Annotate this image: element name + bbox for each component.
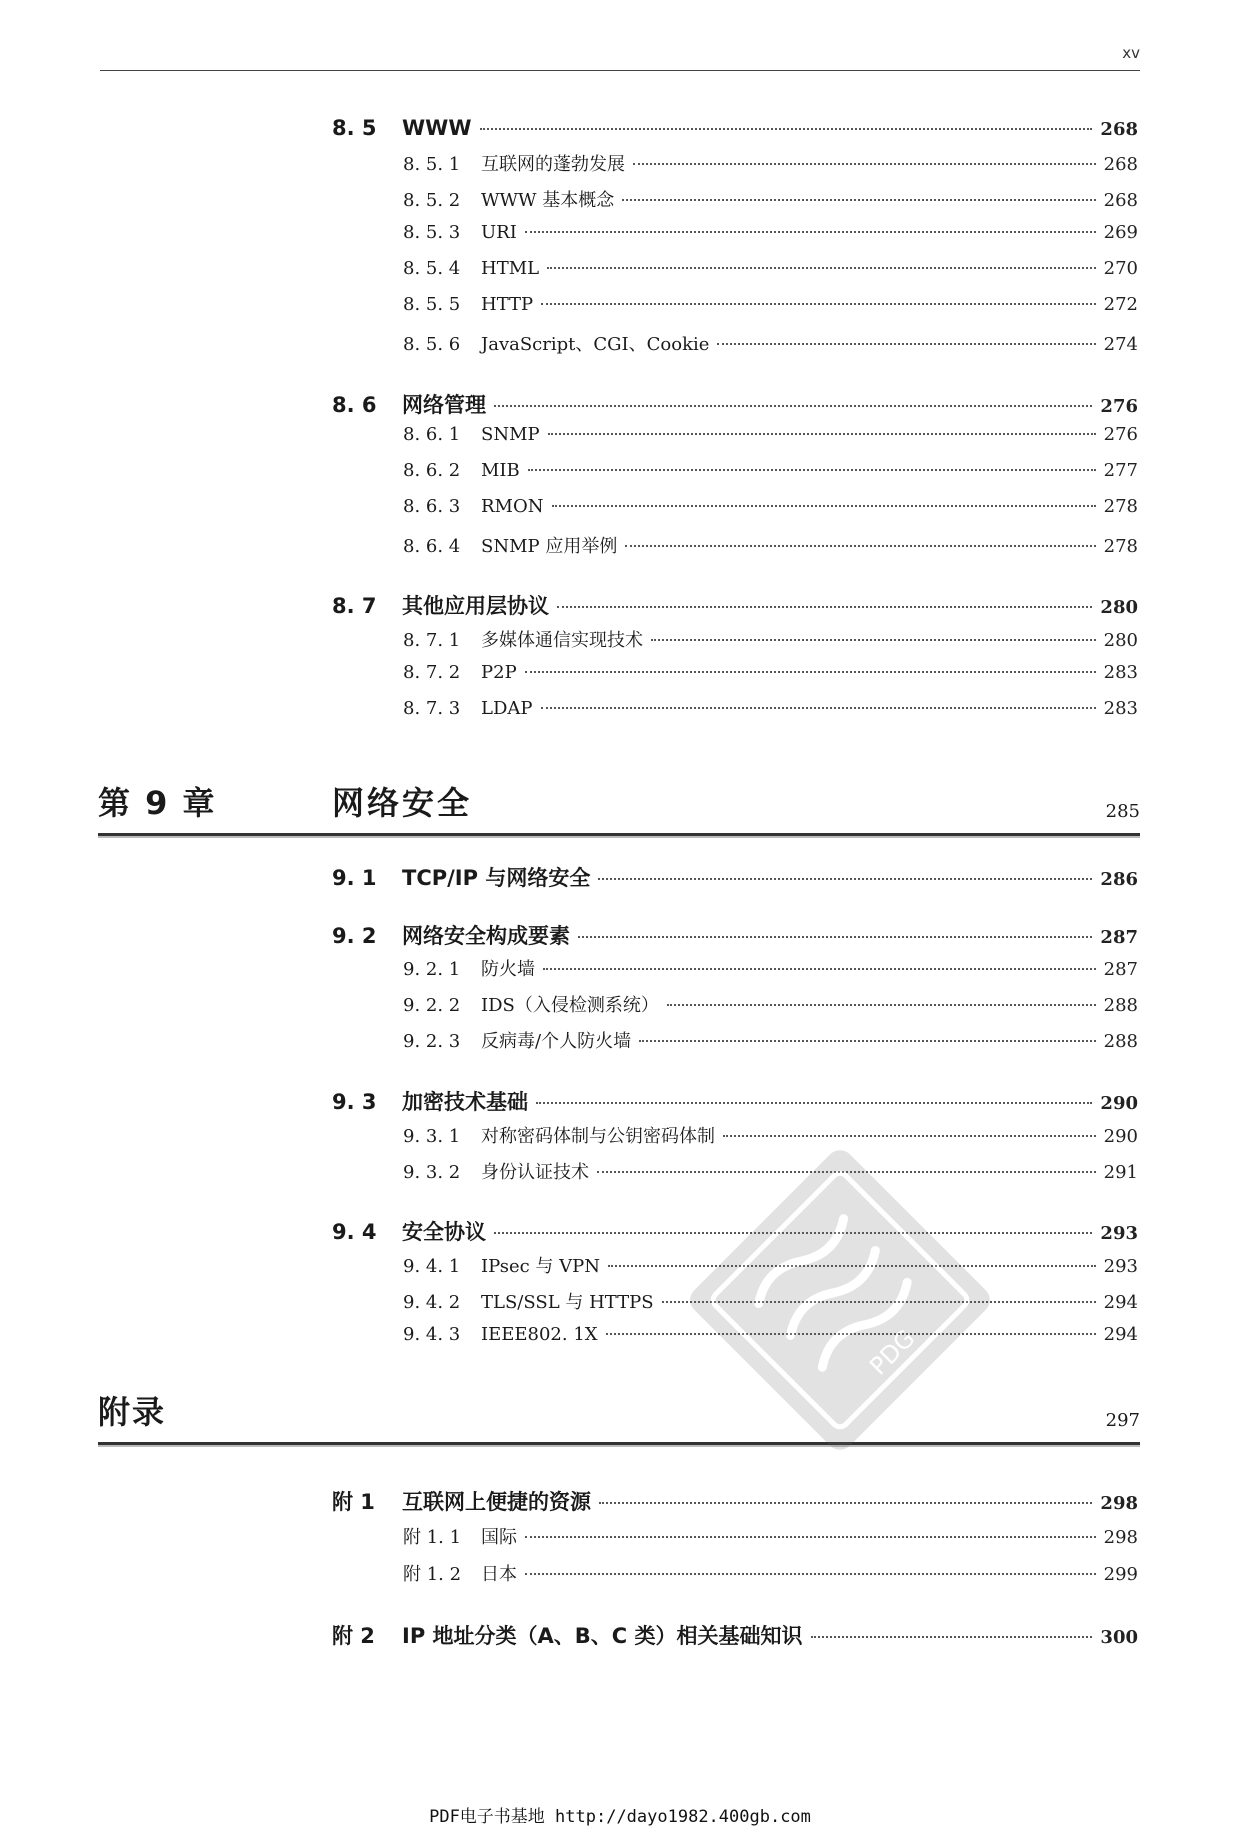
subsection-title: IEEE802. 1X — [481, 1324, 598, 1345]
page-ref: 272 — [1103, 294, 1138, 315]
subsection-number: 8. 6. 3 — [403, 496, 461, 517]
subsection-title: 反病毒/个人防火墙 — [481, 1031, 632, 1052]
section-title: 加密技术基础 — [402, 1090, 528, 1114]
section-title: TCP/IP 与网络安全 — [402, 866, 591, 890]
subsection-number: 附 1. 2 — [403, 1564, 462, 1585]
toc-subsection[interactable] — [403, 991, 1138, 1017]
leader-dots — [536, 1102, 1092, 1104]
section-number: 附 1 — [332, 1490, 375, 1514]
toc-subsection[interactable] — [403, 222, 1138, 243]
toc-section-9-2[interactable] — [332, 920, 1138, 950]
subsection-number: 8. 5. 4 — [403, 258, 461, 279]
page-ref: 274 — [1103, 334, 1138, 355]
subsection-title: HTTP — [481, 294, 534, 315]
leader-dots — [723, 1135, 1096, 1137]
section-title: 网络管理 — [402, 393, 486, 417]
subsection-number: 8. 5. 3 — [403, 222, 461, 243]
page-ref: 277 — [1103, 460, 1138, 481]
section-number: 9. 3 — [332, 1090, 377, 1114]
page-ref: 294 — [1103, 1292, 1138, 1313]
subsection-number: 8. 5. 2 — [403, 190, 461, 211]
toc-subsection[interactable] — [403, 330, 1138, 356]
page-ref: 297 — [1105, 1410, 1140, 1431]
section-number: 8. 6 — [332, 393, 377, 417]
page-ref: 276 — [1103, 424, 1138, 445]
subsection-number: 8. 7. 2 — [403, 662, 461, 683]
subsection-number: 8. 6. 4 — [403, 536, 461, 557]
page-ref: 269 — [1103, 222, 1138, 243]
subsection-title: LDAP — [481, 698, 533, 719]
page-ref: 293 — [1103, 1256, 1138, 1277]
leader-dots — [552, 505, 1096, 507]
subsection-number: 8. 5. 5 — [403, 294, 461, 315]
page-ref: 276 — [1100, 396, 1138, 417]
toc-section-8-5[interactable] — [332, 116, 1138, 140]
subsection-number: 9. 4. 1 — [403, 1256, 461, 1277]
leader-dots — [543, 968, 1096, 970]
toc-appendix-2[interactable] — [332, 1620, 1138, 1650]
subsection-number: 8. 6. 1 — [403, 424, 461, 445]
subsection-number: 8. 5. 6 — [403, 334, 461, 355]
subsection-title: 身份认证技术 — [481, 1162, 589, 1183]
section-number: 8. 7 — [332, 594, 377, 618]
section-number: 附 2 — [332, 1624, 375, 1648]
subsection-title: 对称密码体制与公钥密码体制 — [481, 1126, 715, 1147]
leader-dots — [811, 1636, 1093, 1638]
subsection-number: 9. 2. 3 — [403, 1031, 461, 1052]
page-ref: 299 — [1103, 1564, 1138, 1585]
toc-subsection[interactable] — [403, 186, 1138, 212]
footer-credit: PDF电子书基地 http://dayo1982.400gb.com — [429, 1807, 811, 1827]
page-ref: 298 — [1103, 1527, 1138, 1548]
leader-dots — [525, 1573, 1096, 1575]
page-ref: 287 — [1100, 927, 1138, 948]
page-number: xv — [1122, 44, 1140, 62]
subsection-title: URI — [481, 222, 517, 243]
page-ref: 278 — [1103, 536, 1138, 557]
subsection-title: RMON — [481, 496, 544, 517]
subsection-title: 多媒体通信实现技术 — [481, 630, 643, 651]
page-ref: 298 — [1100, 1493, 1138, 1514]
subsection-title: HTML — [481, 258, 540, 279]
toc-subsection[interactable] — [403, 294, 1138, 315]
page-ref: 293 — [1100, 1223, 1138, 1244]
subsection-title: SNMP 应用举例 — [481, 536, 618, 557]
toc-subsection[interactable] — [403, 1027, 1138, 1053]
leader-dots — [599, 1502, 1092, 1504]
subsection-number: 附 1. 1 — [403, 1527, 462, 1548]
section-title: WWW — [402, 116, 472, 140]
page-ref: 283 — [1103, 698, 1138, 719]
toc-subsection[interactable] — [403, 496, 1138, 517]
leader-dots — [578, 936, 1092, 938]
page-ref: 286 — [1100, 869, 1138, 890]
seal-body — [690, 1150, 990, 1450]
leader-dots — [717, 343, 1095, 345]
toc-subsection[interactable] — [403, 150, 1138, 176]
toc-subsection[interactable] — [403, 662, 1138, 683]
subsection-number: 9. 3. 1 — [403, 1126, 461, 1147]
page-ref: 287 — [1103, 959, 1138, 980]
toc-subsection[interactable] — [403, 460, 1138, 481]
chapter-rule — [98, 833, 1140, 836]
toc-section-9-1[interactable] — [332, 862, 1138, 892]
toc-subsection[interactable] — [403, 1523, 1138, 1549]
subsection-title: JavaScript、CGI、Cookie — [481, 334, 710, 355]
page-ref: 280 — [1100, 597, 1138, 618]
page-ref: 288 — [1103, 995, 1138, 1016]
leader-dots — [480, 128, 1093, 130]
page-ref: 300 — [1100, 1627, 1138, 1648]
toc-subsection[interactable] — [403, 258, 1138, 279]
subsection-title: 防火墙 — [481, 959, 535, 980]
leader-dots — [547, 267, 1096, 269]
section-number: 8. 5 — [332, 116, 377, 140]
leader-dots — [625, 545, 1095, 547]
section-number: 9. 4 — [332, 1220, 377, 1244]
toc-section-9-3[interactable] — [332, 1086, 1138, 1116]
subsection-title: SNMP — [481, 424, 540, 445]
subsection-title: P2P — [481, 662, 517, 683]
section-title: 互联网上便捷的资源 — [402, 1490, 591, 1514]
leader-dots — [557, 606, 1092, 608]
subsection-number: 9. 4. 2 — [403, 1292, 461, 1313]
subsection-title: 日本 — [481, 1564, 517, 1585]
subsection-title: TLS/SSL 与 HTTPS — [481, 1292, 654, 1313]
page-ref: 270 — [1103, 258, 1138, 279]
page-ref: 288 — [1103, 1031, 1138, 1052]
leader-dots — [525, 231, 1096, 233]
page-ref: 283 — [1103, 662, 1138, 683]
page-ref: 278 — [1103, 496, 1138, 517]
page-ref: 280 — [1103, 630, 1138, 651]
section-title: IP 地址分类（A、B、C 类）相关基础知识 — [402, 1624, 803, 1648]
page-ref: 294 — [1103, 1324, 1138, 1345]
page-ref: 268 — [1103, 154, 1138, 175]
header-rule — [100, 70, 1140, 71]
page-ref: 268 — [1103, 190, 1138, 211]
subsection-number: 8. 7. 1 — [403, 630, 461, 651]
leader-dots — [667, 1004, 1096, 1006]
page-ref: 290 — [1100, 1093, 1138, 1114]
leader-dots — [548, 433, 1096, 435]
leader-dots — [494, 405, 1092, 407]
section-number: 9. 1 — [332, 866, 377, 890]
toc-subsection[interactable] — [403, 532, 1138, 558]
leader-dots — [651, 639, 1096, 641]
leader-dots — [525, 1536, 1096, 1538]
section-title: 其他应用层协议 — [402, 594, 549, 618]
page-ref: 290 — [1103, 1126, 1138, 1147]
toc-subsection[interactable] — [403, 698, 1138, 719]
leader-dots — [622, 199, 1095, 201]
section-number: 9. 2 — [332, 924, 377, 948]
chapter-9-heading[interactable] — [98, 776, 1140, 836]
toc-subsection[interactable] — [403, 1122, 1138, 1148]
toc-section-8-7[interactable] — [332, 590, 1138, 620]
leader-dots — [541, 707, 1096, 709]
toc-appendix-1[interactable] — [332, 1486, 1138, 1516]
toc-section-8-6[interactable] — [332, 389, 1138, 419]
subsection-number: 9. 3. 2 — [403, 1162, 461, 1183]
subsection-number: 9. 4. 3 — [403, 1324, 461, 1345]
subsection-title: IDS（入侵检测系统） — [481, 995, 659, 1016]
page-ref: 285 — [1105, 801, 1140, 822]
subsection-number: 8. 7. 3 — [403, 698, 461, 719]
subsection-number: 9. 2. 1 — [403, 959, 461, 980]
chapter-number: 第 9 章 — [98, 784, 217, 822]
subsection-number: 9. 2. 2 — [403, 995, 461, 1016]
leader-dots — [541, 303, 1095, 305]
chapter-title: 网络安全 — [332, 784, 473, 822]
pdg-watermark-seal — [690, 1150, 990, 1450]
leader-dots — [525, 671, 1096, 673]
toc-subsection[interactable] — [403, 424, 1138, 445]
subsection-title: 国际 — [481, 1527, 517, 1548]
leader-dots — [633, 163, 1096, 165]
subsection-title: 互联网的蓬勃发展 — [481, 154, 625, 175]
subsection-title: IPsec 与 VPN — [481, 1256, 601, 1277]
page-ref: 291 — [1103, 1162, 1138, 1183]
page-ref: 268 — [1100, 119, 1138, 140]
toc-subsection[interactable] — [403, 1560, 1138, 1586]
section-title: 安全协议 — [402, 1220, 486, 1244]
seal-text: PDG — [864, 1324, 921, 1381]
toc-subsection[interactable] — [403, 626, 1138, 652]
leader-dots — [528, 469, 1096, 471]
leader-dots — [639, 1040, 1096, 1042]
leader-dots — [598, 878, 1092, 880]
subsection-title: MIB — [481, 460, 520, 481]
subsection-title: WWW 基本概念 — [481, 190, 615, 211]
toc-subsection[interactable] — [403, 955, 1138, 981]
appendix-title: 附录 — [98, 1393, 167, 1431]
subsection-number: 8. 6. 2 — [403, 460, 461, 481]
section-title: 网络安全构成要素 — [402, 924, 570, 948]
subsection-number: 8. 5. 1 — [403, 154, 461, 175]
